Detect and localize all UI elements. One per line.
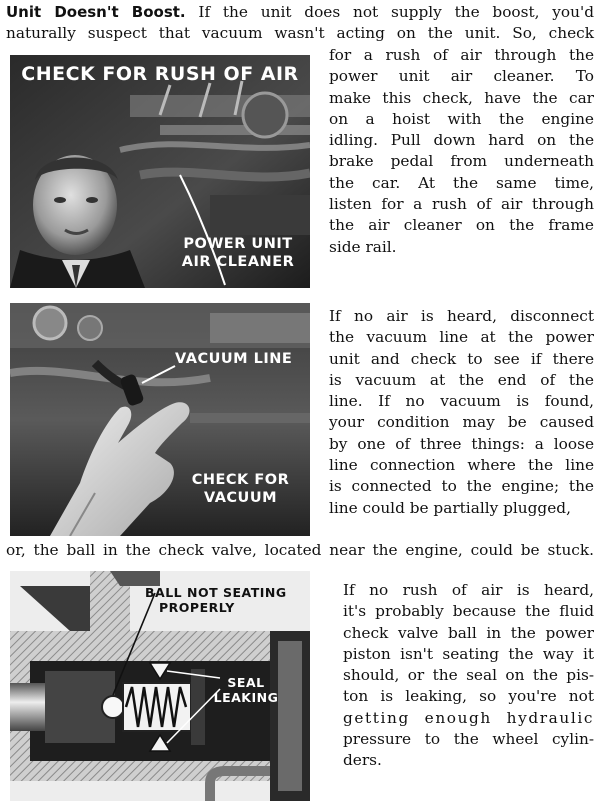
paragraph-line: If no rush of air is heard, (343, 581, 594, 599)
callout-line: POWER UNIT (183, 236, 293, 252)
paragraph-line: line. If no vacuum is found, (329, 392, 594, 411)
paragraph-line: brake pedal from underneath (329, 152, 594, 171)
callout-line: SEAL (227, 675, 265, 690)
paragraph-line: check valve ball in the power (343, 623, 594, 642)
paragraph-line: unit and check to see if there (329, 349, 594, 368)
paragraph-line: is connected to the engine; the (329, 477, 594, 496)
callout-line: LEAKING (213, 690, 279, 705)
paragraph-line: is vacuum at the end of the (329, 370, 594, 389)
lead-text: If the unit does not supply the boost, you'd (185, 3, 594, 21)
paragraph-line (6, 2, 594, 23)
paragraph-line: idling. Pull down hard on the (329, 131, 594, 150)
callout-label-power-unit-air-cleaner (168, 235, 308, 271)
paragraph-unit-doesnt-boost (6, 2, 594, 45)
paragraph-line: naturally suspect that vacuum wasn't acting on the unit. So, check (6, 24, 594, 43)
paragraph-line: ton is leaking, so you're not (343, 687, 594, 706)
photo-vacuum-check (10, 303, 310, 536)
paragraph-line: your condition may be caused (329, 413, 594, 432)
cutaway-check-valve-diagram (10, 571, 310, 801)
paragraph-vacuum-check (329, 306, 594, 519)
paragraph-line: If no air is heard, disconnect (329, 307, 594, 325)
paragraph-line: by one of three things: a loose (329, 434, 594, 453)
paragraph-line: pressure to the wheel cylin- (343, 730, 594, 749)
caption-line: VACUUM (203, 490, 278, 506)
callout-line: AIR CLEANER (181, 254, 295, 270)
paragraph-line: power unit air cleaner. To (329, 67, 594, 86)
paragraph-line: should, or the seal on the pis- (343, 666, 594, 685)
paragraph-vacuum-check-tail (6, 540, 594, 561)
lead-title: Unit Doesn't Boost. (6, 3, 186, 21)
paragraph-line: make this check, have the car (329, 88, 594, 107)
paragraph-line: it's probably because the fluid (343, 602, 594, 621)
callout-line: PROPERLY (159, 600, 235, 615)
photo-rush-of-air-check (10, 55, 310, 288)
paragraph-line: the vacuum line at the power (329, 328, 594, 347)
paragraph-check-valve-seal (343, 580, 594, 772)
paragraph-line: piston isn't seating the way it (343, 644, 594, 663)
photo-caption-check-for-vacuum (178, 471, 303, 507)
paragraph-line: line connection where the line (329, 456, 594, 475)
paragraph-line: listen for a rush of air through (329, 195, 594, 214)
paragraph-line: for a rush of air through the (329, 46, 594, 64)
paragraph-rush-of-air-check (329, 45, 594, 258)
callout-label-seal-leaking (206, 675, 286, 705)
callout-label-vacuum-line: VACUUM LINE (175, 351, 293, 367)
paragraph-line: line could be partially plugged, (329, 498, 571, 517)
photo-heading: CHECK FOR RUSH OF AIR (21, 63, 299, 85)
paragraph-line: or, the ball in the check valve, located near the engine, could be stuck. (6, 541, 594, 559)
paragraph-line: the car. At the same time, (329, 173, 594, 192)
paragraph-line: on a hoist with the engine (329, 109, 594, 128)
paragraph-line: getting enough hydraulic (343, 708, 594, 727)
paragraph-line: ders. (343, 751, 382, 770)
paragraph-line: the air cleaner on the frame (329, 216, 594, 235)
callout-label-ball-not-seating (145, 585, 310, 615)
callout-line: BALL NOT SEATING (145, 585, 287, 600)
paragraph-line: side rail. (329, 237, 397, 256)
caption-line: CHECK FOR (191, 472, 290, 488)
